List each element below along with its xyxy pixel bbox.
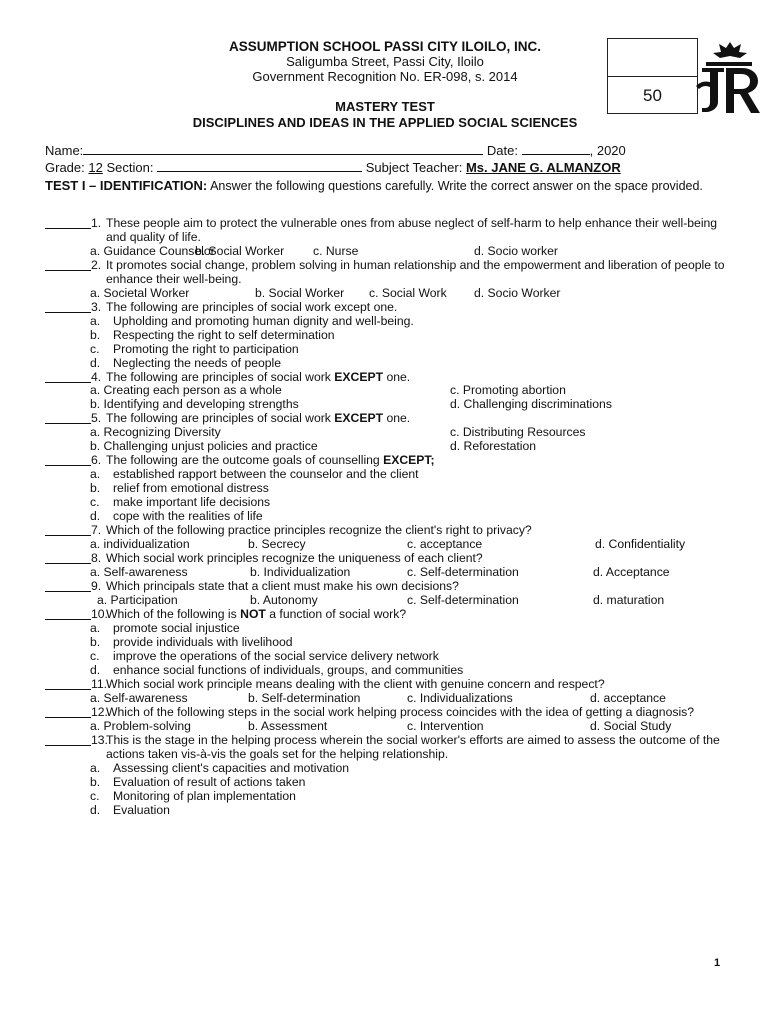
question-number: 4.: [91, 369, 102, 384]
government-recognition: Government Recognition No. ER-098, s. 2014: [252, 69, 518, 84]
test-title: MASTERY TEST: [335, 99, 435, 114]
options-row: [45, 384, 735, 398]
option-letter: b.: [90, 634, 101, 649]
question-number: 13.: [91, 732, 108, 747]
option-text: Assessing client's capacities and motivation: [113, 760, 350, 775]
option-b[interactable]: b. Identifying and developing strengths: [90, 397, 299, 412]
question-number: 11.: [91, 676, 108, 691]
score-box: [607, 38, 698, 114]
school-seal-logo: [692, 38, 768, 120]
question-number: 7.: [91, 523, 102, 538]
option-d[interactable]: [45, 510, 735, 524]
question-text: Which of the following practice principles recognize the client's right to privacy?: [106, 523, 532, 538]
option-d[interactable]: [45, 357, 735, 371]
option-text: established rapport between the counselor and the client: [113, 467, 419, 482]
option-d[interactable]: [45, 804, 735, 818]
question-1: [45, 217, 735, 245]
answer-blank[interactable]: [45, 745, 91, 746]
option-c[interactable]: [45, 650, 735, 664]
date-year: , 2020: [589, 143, 626, 158]
date-field[interactable]: [522, 143, 590, 155]
option-b[interactable]: b. Self-determination: [248, 690, 361, 705]
option-letter: d.: [90, 662, 101, 677]
option-letter: c.: [90, 648, 100, 663]
option-b[interactable]: b. Social Worker: [255, 285, 345, 300]
option-letter: a.: [90, 760, 101, 775]
option-a[interactable]: a. Recognizing Diversity: [90, 425, 221, 440]
option-b[interactable]: [45, 636, 735, 650]
option-c[interactable]: c. Individualizations: [407, 690, 513, 705]
option-a[interactable]: [45, 468, 735, 482]
option-text: cope with the realities of life: [113, 509, 263, 524]
option-letter: c.: [90, 788, 100, 803]
answer-blank[interactable]: [45, 382, 91, 383]
option-d[interactable]: d. Acceptance: [593, 565, 670, 580]
option-d[interactable]: d. Confidentiality: [595, 537, 686, 552]
section-field[interactable]: [157, 160, 362, 172]
option-letter: a.: [90, 467, 101, 482]
answer-blank[interactable]: [45, 717, 91, 718]
option-b[interactable]: b. Autonomy: [250, 592, 318, 607]
subject-title: DISCIPLINES AND IDEAS IN THE APPLIED SOCIAL SCIENCES: [192, 115, 578, 130]
section-label: Section:: [106, 160, 154, 175]
question-emphasis: EXCEPT: [334, 411, 384, 426]
option-d[interactable]: d. Social Study: [590, 718, 672, 733]
school-address: Saligumba Street, Passi City, Iloilo: [286, 54, 484, 69]
answer-blank[interactable]: [45, 228, 91, 229]
option-d[interactable]: d. Socio Worker: [474, 285, 561, 300]
options-row: [45, 538, 735, 552]
options-row: [45, 398, 735, 412]
option-a[interactable]: [45, 622, 735, 636]
option-text: promote social injustice: [113, 620, 240, 635]
school-name: ASSUMPTION SCHOOL PASSI CITY ILOILO, INC.: [228, 39, 542, 54]
option-letter: b.: [90, 327, 101, 342]
name-label: Name:: [45, 143, 84, 158]
option-a[interactable]: [45, 315, 735, 329]
question-emphasis: EXCEPT: [334, 369, 384, 384]
question-2: [45, 259, 735, 287]
question-number: 1.: [91, 216, 102, 230]
test-instructions: [45, 178, 715, 194]
option-letter: b.: [90, 774, 101, 789]
option-letter: c.: [90, 341, 100, 356]
option-letter: c.: [90, 495, 100, 510]
option-b[interactable]: [45, 776, 735, 790]
question-text: Which principals state that a client must make his own decisions?: [106, 579, 459, 594]
options-row: [45, 245, 735, 259]
option-d[interactable]: d. Reforestation: [450, 439, 537, 454]
option-d[interactable]: d. Challenging discriminations: [450, 397, 612, 412]
options-row: [45, 692, 735, 706]
question-text: The following are principles of social work: [106, 411, 331, 426]
question-text: Which of the following steps in the social work helping process coincides with the idea of getting a diagnosis?: [106, 704, 695, 719]
option-a[interactable]: a. Participation: [97, 592, 178, 607]
question-number: 8.: [91, 551, 102, 566]
option-d[interactable]: d. acceptance: [590, 690, 666, 705]
answer-blank[interactable]: [45, 535, 91, 536]
option-b[interactable]: b. Assessment: [248, 718, 328, 733]
option-a[interactable]: [45, 762, 735, 776]
options-row: [45, 440, 735, 454]
option-b[interactable]: [45, 482, 735, 496]
option-d[interactable]: [45, 664, 735, 678]
option-text: enhance social functions of individuals, groups, and communities: [113, 662, 464, 677]
answer-blank[interactable]: [45, 270, 91, 271]
question-text-end: one.: [386, 411, 411, 426]
answer-blank[interactable]: [45, 465, 91, 466]
options-row: [45, 594, 735, 608]
options-row: [45, 720, 735, 734]
option-b[interactable]: [45, 329, 735, 343]
option-text: improve the operations of the social service delivery network: [113, 648, 439, 663]
option-a[interactable]: a. Societal Worker: [90, 285, 190, 300]
question-number: 12.: [91, 704, 108, 719]
question-12: [45, 706, 735, 720]
options-row: [45, 566, 735, 580]
option-text: Promoting the right to participation: [113, 341, 299, 356]
answer-blank[interactable]: [45, 312, 91, 313]
option-a[interactable]: a. Self-awareness: [90, 565, 188, 580]
option-text: Respecting the right to self determination: [113, 327, 335, 342]
option-letter: a.: [90, 313, 101, 328]
option-b[interactable]: b. Individualization: [250, 565, 351, 580]
question-text-end: one.: [386, 369, 411, 384]
question-emphasis: EXCEPT;: [383, 453, 435, 468]
teacher-label: Subject Teacher:: [365, 160, 463, 175]
option-a[interactable]: a. Self-awareness: [90, 690, 188, 705]
answer-blank[interactable]: [45, 591, 91, 592]
options-row: [45, 426, 735, 440]
question-number: 3.: [91, 299, 102, 314]
option-text: Neglecting the needs of people: [113, 355, 282, 370]
question-3: [45, 301, 735, 315]
answer-blank[interactable]: [45, 563, 91, 564]
options-row: [45, 287, 735, 301]
option-a[interactable]: a. Guidance Counselor: [90, 243, 215, 258]
option-c[interactable]: c. Distributing Resources: [450, 425, 586, 440]
question-text: The following are principles of social work except one.: [106, 299, 398, 314]
option-c[interactable]: c. acceptance: [407, 537, 483, 552]
answer-blank[interactable]: [45, 689, 91, 690]
question-number: 5.: [91, 411, 102, 426]
option-a[interactable]: a. Creating each person as a whole: [90, 383, 282, 398]
grade-label: Grade:: [45, 160, 85, 175]
option-d[interactable]: d. Socio worker: [474, 243, 558, 258]
date-label: Date:: [486, 143, 518, 158]
option-d[interactable]: d. maturation: [593, 592, 665, 607]
question-11: [45, 678, 735, 692]
option-text: Evaluation of result of actions taken: [113, 774, 306, 789]
test-heading: TEST I – IDENTIFICATION:: [45, 178, 208, 193]
answer-blank[interactable]: [45, 619, 91, 620]
option-letter: b.: [90, 481, 101, 496]
question-6: [45, 454, 735, 468]
option-text: Monitoring of plan implementation: [113, 788, 296, 803]
name-field[interactable]: [83, 143, 483, 155]
question-text: The following are principles of social work: [106, 369, 331, 384]
option-c[interactable]: [45, 343, 735, 357]
option-c[interactable]: c. Self-determination: [407, 592, 519, 607]
option-c[interactable]: [45, 496, 735, 510]
option-c[interactable]: c. Intervention: [407, 718, 484, 733]
option-text: make important life decisions: [113, 495, 271, 510]
instructions-text: Answer the following questions carefully. Write the correct answer on the space provided.: [210, 179, 703, 193]
question-text: Which social work principle means dealing with the client with genuine concern and respect?: [106, 676, 605, 691]
option-c[interactable]: c. Social Work: [369, 285, 447, 300]
option-letter: d.: [90, 802, 101, 817]
question-text: This is the stage in the helping process wherein the social worker's efforts are aimed to assess the outcome of the actions taken vis-à-vis the goals set for the helping relationship.: [106, 732, 720, 761]
teacher-name: Ms. JANE G. ALMANZOR: [465, 160, 621, 175]
question-emphasis: NOT: [240, 606, 266, 621]
option-letter: d.: [90, 509, 101, 524]
option-c[interactable]: c. Nurse: [313, 243, 359, 258]
question-number: 6.: [91, 453, 102, 468]
option-c[interactable]: c. Self-determination: [407, 565, 519, 580]
question-5: [45, 412, 735, 426]
name-date-line: [45, 143, 626, 158]
question-number: 10.: [91, 606, 108, 621]
question-7: [45, 524, 735, 538]
option-a[interactable]: a. individualization: [90, 537, 190, 552]
question-number: 9.: [91, 579, 102, 594]
option-b[interactable]: b. Secrecy: [248, 537, 306, 552]
question-text: These people aim to protect the vulnerable ones from abuse neglect of self-harm to help enhance their well-being and quality of life.: [106, 216, 718, 244]
option-b[interactable]: b. Challenging unjust policies and practice: [90, 439, 318, 454]
option-text: Evaluation: [113, 802, 170, 817]
question-text: The following are the outcome goals of counselling: [106, 453, 380, 468]
grade-section-line: [45, 160, 621, 175]
option-c[interactable]: [45, 790, 735, 804]
option-b[interactable]: b. Social Worker: [195, 243, 285, 258]
option-text: Upholding and promoting human dignity and well-being.: [113, 313, 414, 328]
question-text: Which of the following is: [106, 606, 237, 621]
question-text-end: a function of social work?: [269, 606, 407, 621]
question-text: Which social work principles recognize the uniqueness of each client?: [106, 551, 483, 566]
question-list: [45, 217, 735, 818]
question-4: [45, 371, 735, 385]
option-text: relief from emotional distress: [113, 481, 269, 496]
question-8: [45, 552, 735, 566]
question-10: [45, 608, 735, 622]
question-text: It promotes social change, problem solving in human relationship and the empowerment and liberation of people to enhance their well-being.: [106, 257, 725, 286]
option-text: provide individuals with livelihood: [113, 634, 293, 649]
option-letter: a.: [90, 620, 101, 635]
option-a[interactable]: a. Problem-solving: [90, 718, 191, 733]
option-letter: d.: [90, 355, 101, 370]
question-number: 2.: [91, 257, 102, 272]
option-c[interactable]: c. Promoting abortion: [450, 383, 566, 398]
total-score: 50: [643, 86, 662, 105]
page-number: 1: [714, 957, 721, 969]
question-13: [45, 734, 735, 762]
answer-blank[interactable]: [45, 423, 91, 424]
grade-value: 12: [88, 160, 103, 175]
question-9: [45, 580, 735, 594]
